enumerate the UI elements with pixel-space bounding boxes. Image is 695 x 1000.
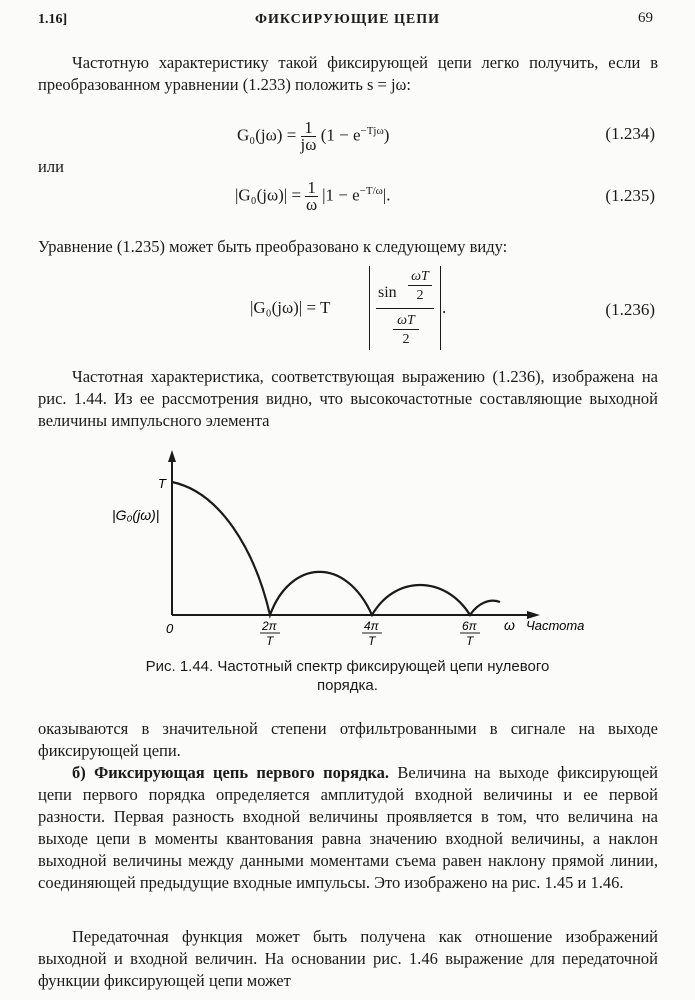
eq3-num-wT: ωT [408, 268, 432, 286]
or-word: или [38, 157, 64, 176]
y-top-label: T [158, 476, 166, 491]
eq3-lhs: |G₀(jω)| = T [250, 298, 331, 317]
intro-paragraph: Частотную характеристику такой фиксирующей цепи легко получить, если в преобразованном уравнении (1.233) положить s = jω: [38, 53, 658, 94]
x-axis-name: Частота [526, 618, 585, 633]
tick-2pi-num: 2π [262, 619, 277, 633]
freq-paragraph: Частотная характеристика, соответствующая выражению (1.236), изображена на рис. 1.44. Из ее рассмотрения видно, что высокочастотные составляющие выходной величины импульсного элемента [38, 367, 658, 430]
tick-2pi-den: T [266, 634, 274, 648]
section-b-text: Величина на выходе фиксирующей цепи первого порядка определяется амплитудой входной величины и ее первой разности. Первая разность входной величины проявляется в том, что величина на выходе цепи в моменты квантования равна значению входной величины, а наклон выходной величины между данными моментами съема равен наклону прямой линии, соединяющей предыдущие входные импульсы. Это изображено на рис. 1.45 и 1.46. [38, 763, 658, 892]
eq2-exp: −T/ω [359, 184, 383, 197]
equation-1-236 [0, 266, 695, 352]
equation-1-234 [0, 118, 695, 158]
eq1-exp: −Tjω [360, 124, 384, 137]
tick-6pi-den: T [466, 634, 474, 648]
transform-text: Уравнение (1.235) может быть преобразовано к следующему виду: [38, 237, 508, 256]
x-axis-symbol: ω [504, 617, 515, 633]
eq1-fraction [301, 120, 317, 153]
eq3-numerator [376, 268, 434, 309]
tick-6pi-num: 6π [462, 619, 477, 633]
filtered-paragraph: оказываются в значительной степени отфильтрованными в сигнале на выходе фиксирующей цепи. [38, 719, 658, 760]
page-number: 69 [638, 10, 653, 26]
figure-caption-line2: порядка. [317, 677, 378, 694]
eq3-den-wT: ωT [393, 312, 419, 330]
y-axis-label: |G₀(jω)| [112, 507, 160, 523]
eq2-number: (1.235) [605, 186, 655, 205]
equation-1-235 [0, 178, 695, 218]
origin-label: 0 [166, 621, 174, 636]
eq2-num: 1 [307, 178, 316, 197]
eq2-rest: |1 − e [322, 185, 360, 205]
figure-1-44 [0, 440, 695, 660]
section-b-paragraph [38, 762, 658, 894]
eq3-den-two: 2 [402, 332, 410, 347]
eq3-sin: sin [378, 284, 397, 301]
y-axis-arrow [168, 450, 176, 462]
eq1-number: (1.234) [605, 124, 655, 143]
section-number: 1.16] [38, 12, 68, 27]
tick-4pi-den: T [368, 634, 376, 648]
eq1-close: ) [383, 125, 390, 145]
eq2-fraction [305, 180, 318, 213]
eq3-num-two: 2 [416, 288, 424, 303]
spectrum-curve [172, 482, 500, 615]
transfer-paragraph: Передаточная функция может быть получена как отношение изображений выходной и входной величин. На основании рис. 1.46 выражение для передаточной функции фиксирующей цепи может [38, 927, 658, 990]
eq2-lhs: |G₀(jω)| = [235, 185, 302, 205]
running-title: ФИКСИРУЮЩИЕ ЦЕПИ [254, 12, 441, 27]
section-b-title: б) Фиксирующая цепь первого порядка. [72, 763, 389, 782]
eq2-den: ω [305, 195, 318, 214]
eq1-rest: (1 − e [320, 125, 361, 145]
eq1-lhs: G₀(jω) = [237, 125, 297, 145]
eq3-number: (1.236) [605, 300, 655, 319]
figure-caption-line1: Рис. 1.44. Частотный спектр фиксирующей цепи нулевого [145, 658, 550, 675]
tick-4pi-num: 4π [364, 619, 379, 633]
eq1-num: 1 [301, 120, 317, 137]
eq3-abs-bars [369, 266, 441, 350]
eq1-den: jω [300, 135, 317, 154]
eq3-end: . [442, 298, 447, 317]
eq2-close: |. [382, 185, 391, 205]
